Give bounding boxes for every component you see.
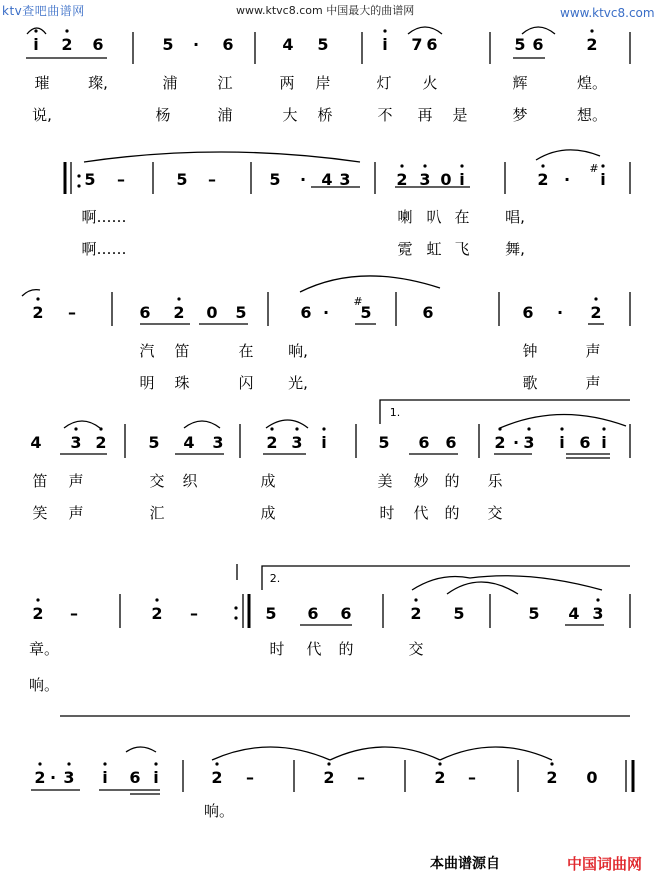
note: 2 [410, 604, 422, 623]
note: 2 [396, 170, 408, 189]
volta-number: 2. [269, 572, 281, 585]
lyric-syllable: 灯 [376, 74, 392, 92]
note: 6 [92, 35, 104, 54]
note: i [153, 768, 159, 787]
note: 3 [419, 170, 431, 189]
octave-dot [155, 598, 158, 601]
lyric-syllable: 江 [217, 74, 233, 92]
watermark-right: www.ktvc8.com [560, 6, 655, 20]
lyric-syllable: 章。 [28, 640, 60, 658]
lyric-syllable: 两 [279, 74, 295, 92]
note: 2 [590, 303, 602, 322]
note: 4 [30, 433, 42, 452]
note: 2 [34, 768, 46, 787]
lyric-syllable: 时 [379, 504, 395, 522]
lyric-syllable: 璀 [34, 74, 50, 92]
octave-dot [541, 164, 544, 167]
sustain-dash: – [190, 604, 198, 623]
lyric-syllable: 织 [182, 472, 198, 490]
lyric-syllable: 啊…… [81, 240, 127, 258]
octave-dot [34, 29, 37, 32]
note: 2 [586, 35, 598, 54]
note: 3 [291, 433, 303, 452]
note: i [459, 170, 465, 189]
lyric-syllable: 啊…… [81, 208, 127, 226]
octave-dot [38, 762, 41, 765]
note: 6 [422, 303, 434, 322]
note: i [382, 35, 388, 54]
slur [300, 276, 440, 292]
octave-dot [234, 606, 237, 609]
lyric-syllable: 浦 [162, 74, 178, 92]
lyric-syllable: 交 [487, 504, 503, 522]
lyric-syllable: 不 [377, 106, 393, 124]
note: 2 [32, 303, 44, 322]
note: 5 [84, 170, 96, 189]
note: 3 [63, 768, 75, 787]
lyric-syllable: 汽 [139, 342, 155, 360]
note: 2 [537, 170, 549, 189]
note: 3 [339, 170, 351, 189]
lyric-syllable: 时 [269, 640, 285, 658]
octave-dot [77, 184, 80, 187]
lyric-syllable: 的 [444, 504, 460, 522]
note: 5 [360, 303, 372, 322]
tie [330, 747, 440, 760]
notes-layer [30, 29, 606, 787]
octave-dot [36, 297, 39, 300]
octave-dot [498, 427, 501, 430]
sharp-sign: # [353, 295, 363, 308]
note: · [49, 768, 57, 787]
slur [522, 27, 555, 34]
lyric-syllable: 煌。 [576, 74, 608, 92]
lyric-syllable: 光, [288, 374, 308, 392]
note: 6 [222, 35, 234, 54]
note: i [102, 768, 108, 787]
tie-from-previous [22, 290, 40, 296]
octave-dot [423, 164, 426, 167]
note: 4 [282, 35, 294, 54]
note: 0 [586, 768, 598, 787]
lyric-syllable: 笛 [174, 342, 190, 360]
note: 2 [546, 768, 558, 787]
watermark-left: ktv查吧曲谱网 [2, 4, 85, 18]
octave-dot [234, 616, 237, 619]
footer-source: 本曲谱源自 [430, 856, 500, 872]
octave-dot [594, 297, 597, 300]
lyric-syllable: 钟 [522, 342, 538, 360]
slur [447, 582, 518, 594]
note: 6 [139, 303, 151, 322]
lyric-syllable: 笛 [32, 472, 48, 490]
sustain-dash: – [70, 604, 78, 623]
note: 6 [445, 433, 457, 452]
octave-dot [65, 29, 68, 32]
note: i [321, 433, 327, 452]
note: 2 [211, 768, 223, 787]
lyric-syllable: 岸 [315, 74, 331, 92]
lyric-syllable: 想。 [576, 106, 608, 124]
note: 6 [340, 604, 352, 623]
octave-dot [590, 29, 593, 32]
lyric-syllable: 珠 [174, 374, 190, 392]
octave-dot [460, 164, 463, 167]
note: 2 [32, 604, 44, 623]
note: 0 [206, 303, 218, 322]
lyrics-layer [29, 74, 607, 820]
lyric-syllable: 成 [260, 472, 276, 490]
note: i [600, 170, 606, 189]
lyric-syllable: 璨, [88, 74, 108, 92]
note: 6 [579, 433, 591, 452]
slur [126, 747, 156, 752]
lyric-syllable: 梦 [512, 106, 528, 124]
lyric-syllable: 叭 [426, 208, 442, 226]
lyric-syllable: 声 [68, 472, 84, 490]
octave-dot [77, 174, 80, 177]
volta-1 [380, 400, 630, 424]
sustain-dash: – [468, 768, 476, 787]
lyric-syllable: 笑 [32, 504, 48, 522]
lyric-syllable: 明 [139, 374, 155, 392]
lyric-syllable: 响。 [203, 802, 235, 820]
lyric-syllable: 是 [452, 106, 468, 124]
lyric-syllable: 响。 [28, 676, 60, 694]
octave-dot [103, 762, 106, 765]
note: 2 [494, 433, 506, 452]
note: · [563, 170, 571, 189]
lyric-syllable: 响, [288, 342, 308, 360]
note: 5 [265, 604, 277, 623]
octave-dot [270, 427, 273, 430]
octave-dot [400, 164, 403, 167]
octave-dot [215, 762, 218, 765]
lyric-syllable: 闪 [238, 374, 254, 392]
octave-dot [438, 762, 441, 765]
note: 3 [592, 604, 604, 623]
lyric-syllable: 声 [585, 374, 601, 392]
note: 6 [418, 433, 430, 452]
note: 2 [173, 303, 185, 322]
octave-dot [327, 762, 330, 765]
octave-dot [295, 427, 298, 430]
lyric-syllable: 舞, [505, 240, 525, 258]
lyric-syllable: 杨 [155, 106, 171, 124]
lyric-syllable: 代 [413, 504, 429, 522]
note: 6 [522, 303, 534, 322]
note: · [192, 35, 200, 54]
slur [184, 421, 220, 428]
slur [536, 150, 600, 160]
note: 6 [307, 604, 319, 623]
tie-long [84, 152, 360, 162]
note: 4 [183, 433, 195, 452]
note: 4 [568, 604, 580, 623]
watermark-middle: www.ktvc8.com 中国最大的曲谱网 [236, 4, 415, 17]
note: 5 [378, 433, 390, 452]
lyric-syllable: 浦 [217, 106, 233, 124]
sustain-dash: – [117, 170, 125, 189]
note: 0 [440, 170, 452, 189]
lyric-syllable: 再 [417, 106, 433, 124]
note: 3 [212, 433, 224, 452]
lyric-syllable: 桥 [317, 106, 333, 124]
note: 2 [61, 35, 73, 54]
octave-dot [67, 762, 70, 765]
volta-2 [262, 566, 630, 590]
note: i [33, 35, 39, 54]
lyric-syllable: 在 [238, 342, 254, 360]
octave-dot [596, 598, 599, 601]
tie [212, 747, 330, 760]
note: 5 [453, 604, 465, 623]
octave-dot [99, 427, 102, 430]
lyric-syllable: 乐 [487, 472, 503, 490]
octave-dot [36, 598, 39, 601]
lyric-syllable: 声 [68, 504, 84, 522]
note: 4 [321, 170, 333, 189]
octave-dot [527, 427, 530, 430]
note: i [601, 433, 607, 452]
lyric-syllable: 代 [306, 640, 322, 658]
lyric-syllable: 交 [408, 640, 424, 658]
sustain-dash: – [208, 170, 216, 189]
sustain-dash: – [68, 303, 76, 322]
slur [500, 414, 626, 428]
lyric-syllable: 飞 [454, 240, 470, 258]
octave-dot [550, 762, 553, 765]
lyric-syllable: 妙 [413, 472, 429, 490]
tie [440, 747, 552, 760]
note: 5 [514, 35, 526, 54]
note: 5 [176, 170, 188, 189]
note: 7 [411, 35, 423, 54]
octave-dot [322, 427, 325, 430]
note: 6 [426, 35, 438, 54]
lyric-syllable: 美 [377, 472, 393, 490]
lyric-syllable: 的 [444, 472, 460, 490]
note: 6 [300, 303, 312, 322]
lyric-syllable: 霓 [397, 240, 413, 258]
note: 5 [235, 303, 247, 322]
note: 2 [323, 768, 335, 787]
lyric-syllable: 的 [338, 640, 354, 658]
note: i [559, 433, 565, 452]
note: 3 [523, 433, 535, 452]
octave-dot [383, 29, 386, 32]
slur [408, 27, 442, 34]
lyric-syllable: 大 [282, 106, 298, 124]
slur [266, 420, 308, 428]
octave-dot [177, 297, 180, 300]
note: 2 [434, 768, 446, 787]
lyric-syllable: 说, [32, 106, 52, 124]
note: 2 [266, 433, 278, 452]
sustain-dash: – [246, 768, 254, 787]
lyric-syllable: 虹 [426, 240, 442, 258]
note: · [299, 170, 307, 189]
note: 6 [532, 35, 544, 54]
lyric-syllable: 喇 [397, 208, 413, 226]
lyric-syllable: 交 [149, 472, 165, 490]
octave-dot [601, 164, 604, 167]
lyric-syllable: 在 [454, 208, 470, 226]
sharp-sign: # [589, 162, 599, 175]
volta-number: 1. [389, 406, 401, 419]
lyric-syllable: 辉 [512, 74, 528, 92]
note: 2 [95, 433, 107, 452]
lyric-syllable: 火 [422, 74, 438, 92]
octave-dot [414, 598, 417, 601]
lyric-syllable: 歌 [522, 374, 538, 392]
note: · [556, 303, 564, 322]
octave-dot [74, 427, 77, 430]
slur [64, 421, 100, 428]
note: 5 [162, 35, 174, 54]
octave-dot [602, 427, 605, 430]
note: · [512, 433, 520, 452]
lyric-syllable: 汇 [149, 504, 165, 522]
octave-dot [560, 427, 563, 430]
note: 3 [70, 433, 82, 452]
lyric-syllable: 唱, [505, 208, 525, 226]
sustain-dash: – [357, 768, 365, 787]
note: 5 [148, 433, 160, 452]
note: 5 [317, 35, 329, 54]
lyric-syllable: 成 [260, 504, 276, 522]
lyric-syllable: 声 [585, 342, 601, 360]
note: · [322, 303, 330, 322]
note: 5 [269, 170, 281, 189]
note: 2 [151, 604, 163, 623]
octave-dot [154, 762, 157, 765]
note: 6 [129, 768, 141, 787]
note: 5 [528, 604, 540, 623]
footer-brand: 中国词曲网 [567, 855, 643, 873]
